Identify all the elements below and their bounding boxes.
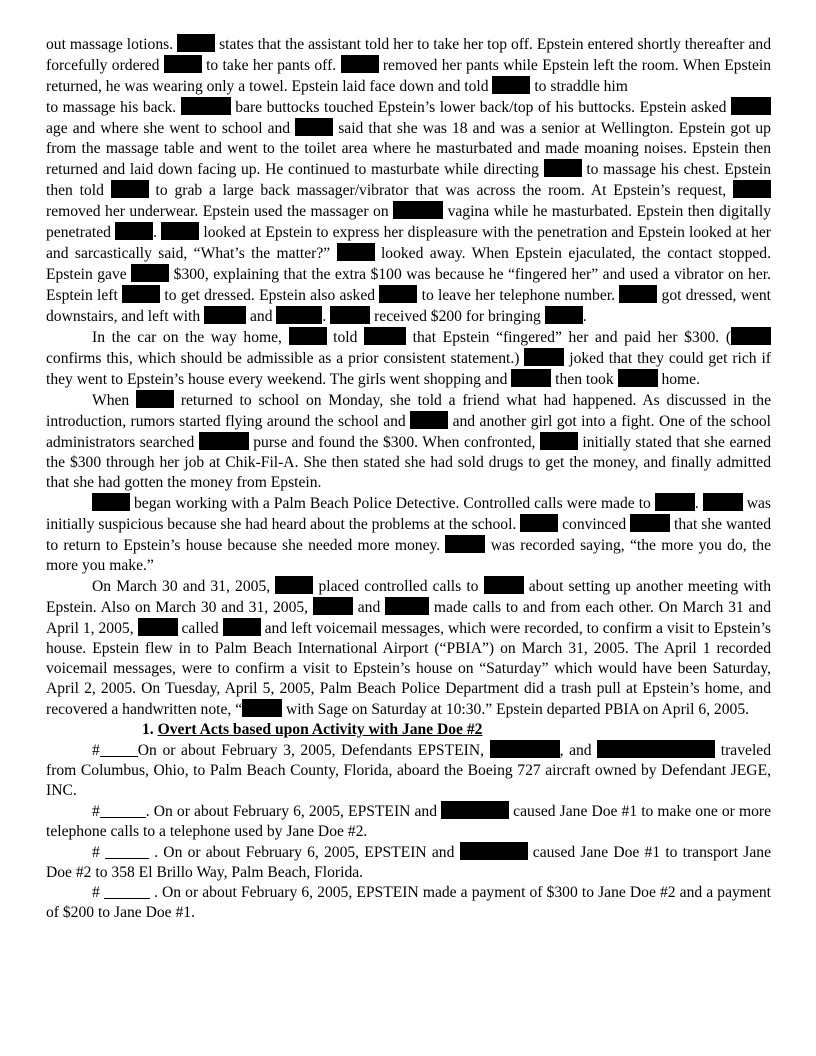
redaction-box bbox=[511, 369, 551, 387]
redaction-box bbox=[731, 327, 771, 345]
redaction-box bbox=[138, 618, 178, 636]
redaction-box bbox=[289, 327, 327, 345]
paragraph-2: to massage his back. bare buttocks touched Epstein’s lower back/top of his buttocks. Epstein asked age and where she went to school and said that she was 18 and was a senior at Wellington. Epstein got up from the massage table and went to the toilet area where he masturbated and made moaning noises. Epstein then returned and laid down facing up. He continued to masturbate while directing to massage his chest. Epstein then told to grab a large back massager/vibrator that was across the room. At Epstein’s request, removed her underwear. Epstein used the massager on vagina while he masturbated. Epstein then digitally penetrated . looked at Epstein to express her displeasure with the penetration and Epstein looked at her and sarcastically said, “What’s the matter?” looked away. When Epstein ejaculated, the contact stopped. Epstein gave $300, explaining that the extra $100 was because he “fingered her” and used a vibrator on her. Esptein left to get dressed. Epstein also asked to leave her telephone number. got dressed, went downstairs, and left with and . received $200 for bringing . bbox=[46, 99, 772, 325]
redaction-box bbox=[364, 327, 406, 345]
redaction-box bbox=[330, 306, 370, 324]
redaction-box bbox=[177, 34, 215, 52]
redaction-box bbox=[204, 306, 246, 324]
redaction-box bbox=[341, 55, 379, 73]
paragraph-5: began working with a Palm Beach Police Detective. Controlled calls were made to . was initially suspicious because she had heard about the problems at the school. convinced that she wanted to return to Epstein’s house because she needed more money. was recorded saying, “the more you do, the more you make.” bbox=[46, 495, 771, 574]
redaction-box bbox=[131, 264, 169, 282]
redaction-box bbox=[385, 597, 429, 615]
redaction-box bbox=[181, 97, 231, 115]
redaction-box bbox=[545, 306, 583, 324]
blank-line bbox=[104, 884, 150, 899]
blank-line bbox=[105, 844, 149, 859]
redaction-box bbox=[520, 514, 558, 532]
blank-line bbox=[100, 803, 146, 818]
redaction-box bbox=[484, 576, 524, 594]
redaction-box bbox=[379, 285, 417, 303]
overt-act-2: # . On or about February 6, 2005, EPSTEIN and caused Jane Doe #1 to make one or more telephone calls to a telephone used by Jane Doe #2. bbox=[46, 803, 771, 840]
redaction-box bbox=[524, 348, 564, 366]
paragraph-3: In the car on the way home, told that Epstein “fingered” her and paid her $300. ( confirms this, which should be admissible as a prior consistent statement.) joked that they could get rich if they went to Epstein’s house every weekend. The girls went shopping and then took home. bbox=[46, 329, 771, 388]
section-heading: 1. Overt Acts based upon Activity with Jane Doe #2 bbox=[142, 721, 483, 738]
redaction-box bbox=[619, 285, 657, 303]
redaction-box bbox=[161, 222, 199, 240]
redaction-box bbox=[597, 740, 715, 758]
overt-act-4: # . On or about February 6, 2005, EPSTEIN made a payment of $300 to Jane Doe #2 and a payment of $200 to Jane Doe #1. bbox=[46, 884, 771, 921]
redaction-box bbox=[445, 535, 485, 553]
redaction-box bbox=[92, 493, 130, 511]
redaction-box bbox=[111, 180, 149, 198]
redaction-box bbox=[618, 369, 658, 387]
redaction-box bbox=[164, 55, 202, 73]
redaction-box bbox=[223, 618, 261, 636]
redaction-box bbox=[544, 159, 582, 177]
redaction-box bbox=[703, 493, 743, 511]
blank-line bbox=[100, 742, 138, 757]
redaction-box bbox=[733, 180, 771, 198]
redaction-box bbox=[490, 740, 560, 758]
overt-act-3: # . On or about February 6, 2005, EPSTEIN and caused Jane Doe #1 to transport Jane Doe #2 to 358 El Brillo Way, Palm Beach, Florida. bbox=[46, 844, 771, 881]
redaction-box bbox=[460, 842, 528, 860]
redaction-box bbox=[122, 285, 160, 303]
document-page bbox=[46, 34, 771, 923]
redaction-box bbox=[655, 493, 695, 511]
paragraph-1: out massage lotions. states that the assistant told her to take her top off. Epstein entered shortly thereafter and forcefully ordered to take her pants off. removed her pants while Epstein left the room. When Epstein returned, he was wearing only a towel. Epstein laid face down and told to straddle him bbox=[46, 36, 771, 95]
overt-act-1: # On or about February 3, 2005, Defendants EPSTEIN, , and traveled from Columbus, Ohio, to Palm Beach County, Florida, aboard the Boeing 727 aircraft owned by Defendant JEGE, INC. bbox=[46, 742, 771, 799]
paragraph-4: When returned to school on Monday, she told a friend what had happened. As discussed in the introduction, rumors started flying around the school and and another girl got into a fight. One of the school administrators searched purse and found the $300. When confronted, initially stated that she earned the $300 through her job at Chik-Fil-A. She then stated she had sold drugs to get the money, and finally admitted that she had gotten the money from Epstein. bbox=[46, 392, 771, 491]
redaction-box bbox=[295, 118, 333, 136]
redaction-box bbox=[242, 699, 282, 717]
redaction-box bbox=[410, 411, 448, 429]
redaction-box bbox=[731, 97, 771, 115]
redaction-box bbox=[275, 576, 313, 594]
redaction-box bbox=[199, 432, 249, 450]
redaction-box bbox=[393, 201, 443, 219]
section-heading-title: Overt Acts based upon Activity with Jane Doe #2 bbox=[157, 721, 483, 738]
redaction-box bbox=[630, 514, 670, 532]
redaction-box bbox=[115, 222, 153, 240]
paragraph-6: On March 30 and 31, 2005, placed controlled calls to about setting up another meeting with Epstein. Also on March 30 and 31, 2005, and made calls to and from each other. On March 31 and April 1, 2005, called and left voicemail messages, which were recorded, to confirm a visit to Epstein’s house. Epstein flew in to Palm Beach International Airport (“PBIA”) on March 31, 2005. The April 1 recorded voicemail messages, were to confirm a visit to Epstein’s house on “Saturday” which would have been Saturday, April 2, 2005. On Tuesday, April 5, 2005, Palm Beach Police Department did a trash pull at Epstein’s home, and recovered a handwritten note, “ with Sage on Saturday at 10:30.” Epstein departed PBIA on April 6, 2005. bbox=[46, 578, 772, 718]
redaction-box bbox=[441, 801, 509, 819]
redaction-box bbox=[313, 597, 353, 615]
redaction-box bbox=[540, 432, 578, 450]
redaction-box bbox=[276, 306, 322, 324]
redaction-box bbox=[492, 76, 530, 94]
redaction-box bbox=[337, 243, 375, 261]
redaction-box bbox=[136, 390, 174, 408]
